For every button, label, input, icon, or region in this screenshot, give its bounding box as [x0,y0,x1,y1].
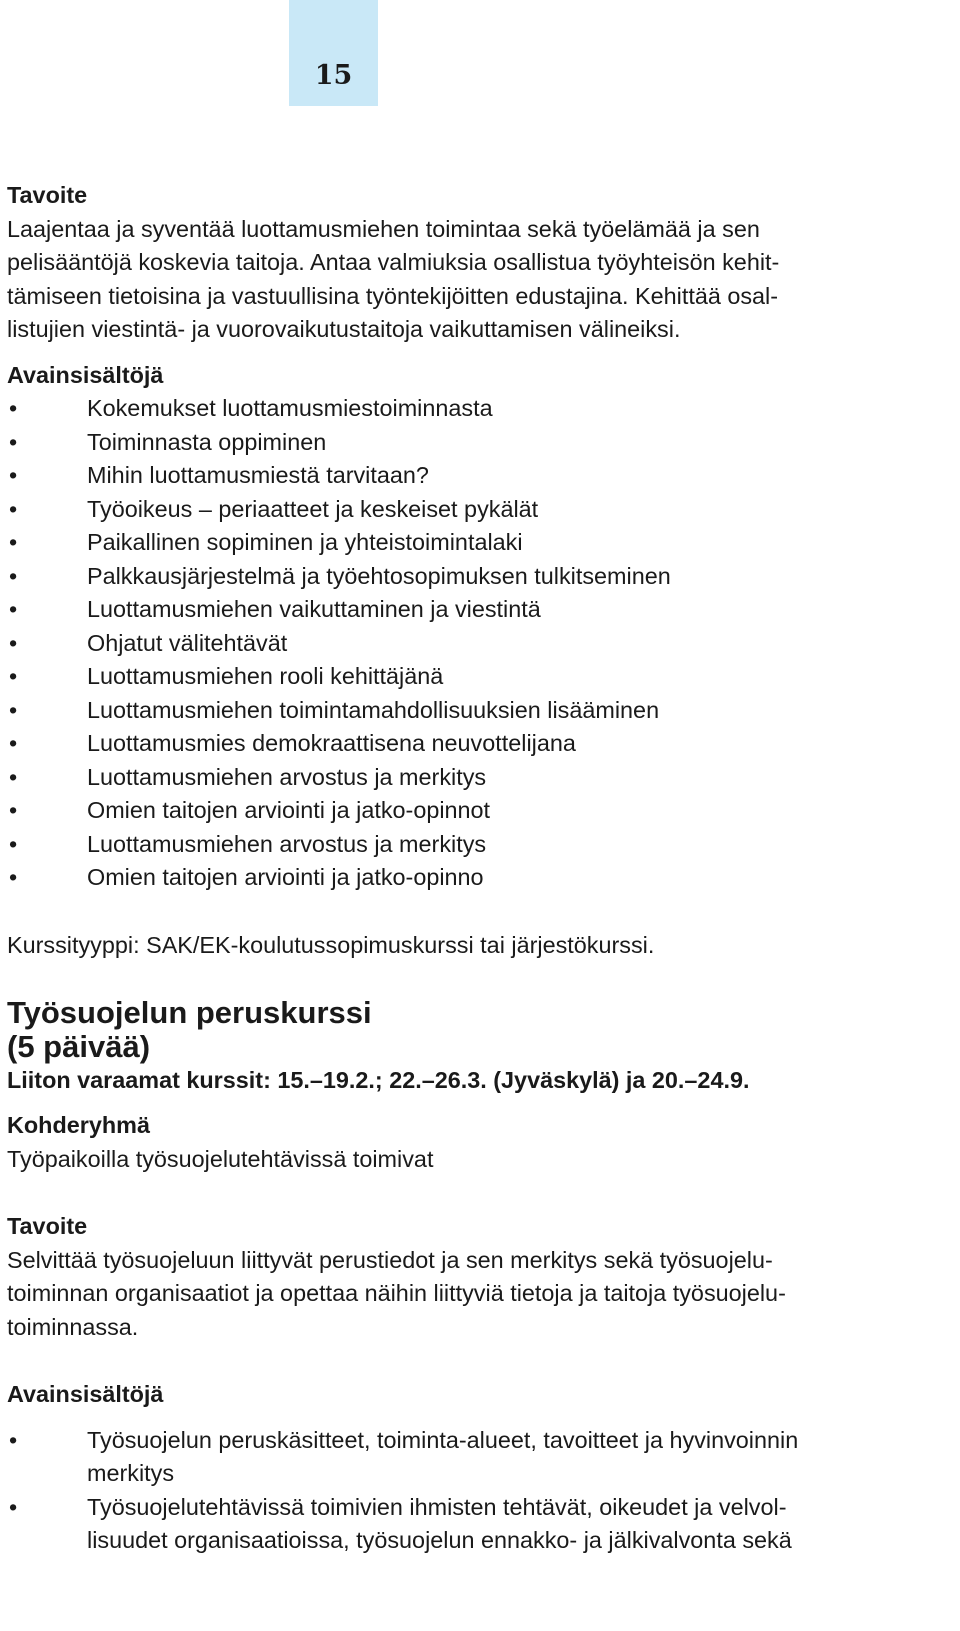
goal-line: listujien viestintä- ja vuorovaikutustaitoja vaikuttamisen välineiksi. [7,316,681,342]
document-body [7,179,957,1558]
list-item: • Kokemukset luottamusmiestoiminnasta [7,392,957,426]
list-item: • Luottamusmiehen toimintamahdollisuuksien lisääminen [7,694,957,728]
goal-paragraph-2 [7,1244,957,1345]
list-item [7,1491,957,1558]
goal-line: Laajentaa ja syventää luottamusmiehen toimintaa sekä työelämää ja sen [7,215,760,242]
goal-line: pelisääntöjä koskevia taitoja. Antaa valmiuksia osallistua työyhteisön kehit- [7,249,780,275]
target-group-text: Työpaikoilla työsuojelutehtävissä toimivat [7,1145,434,1172]
list-item: • Luottamusmiehen rooli kehittäjänä [7,660,957,694]
course-dates: Liiton varaamat kurssit: 15.–19.2.; 22.–26.3. (Jyväskylä) ja 20.–24.9. [7,1067,750,1093]
goal-line: Selvittää työsuojeluun liittyvät perustiedot ja sen merkitys sekä työsuojelu- [7,1246,773,1273]
course-duration: (5 päivää) [7,1029,151,1064]
list-item: • Luottamusmies demokraattisena neuvottelijana [7,727,957,761]
goal-line: toiminnassa. [7,1313,139,1340]
goal-line: tämiseen tietoisina ja vastuullisina työntekijöitten edustajina. Kehittää osal- [7,282,779,309]
goal-heading-2: Tavoite [7,1213,88,1239]
list-item: • Ohjatut välitehtävät [7,627,957,661]
key-content-list [7,392,957,895]
list-item: • Luottamusmiehen arvostus ja merkitys [7,761,957,795]
course-type: Kurssityyppi: SAK/EK-koulutussopimuskurssi tai järjestökurssi. [7,931,655,958]
goal-heading: Tavoite [7,182,88,208]
list-item-line: • Työsuojelun peruskäsitteet, toiminta-alueet, tavoitteet ja hyvinvoinnin [87,1426,799,1453]
list-item: • Omien taitojen arviointi ja jatko-opinnot [7,794,957,828]
list-item-line: lisuudet organisaatioissa, työsuojelun ennakko- ja jälkivalvonta sekä [87,1527,792,1553]
list-item: • Omien taitojen arviointi ja jatko-opinno [7,861,957,895]
key-content-heading: Avainsisältöjä [7,361,164,388]
list-item: • Palkkausjärjestelmä ja työehtosopimuksen tulkitseminen [7,560,957,594]
list-item-line: • Työsuojelutehtävissä toimivien ihmisten tehtävät, oikeudet ja velvol- [87,1493,787,1520]
goal-line: toiminnan organisaatiot ja opettaa näihin liittyviä tietoja ja taitoja työsuojelu- [7,1280,786,1306]
key-content-heading-2: Avainsisältöjä [7,1381,164,1407]
list-item: • Paikallinen sopiminen ja yhteistoimintalaki [7,526,957,560]
course-title: Työsuojelun peruskurssi [7,995,372,1030]
target-group-heading: Kohderyhmä [7,1112,150,1138]
list-item: • Mihin luottamusmiestä tarvitaan? [7,459,957,493]
list-item: • Luottamusmiehen arvostus ja merkitys [7,828,957,862]
page-number-badge [289,0,378,106]
page-number: 15 [314,59,353,91]
list-item [7,1424,957,1491]
list-item: • Työoikeus – periaatteet ja keskeiset pykälät [7,493,957,527]
list-item: • Toiminnasta oppiminen [7,426,957,460]
list-item-line: merkitys [87,1460,175,1486]
list-item: • Luottamusmiehen vaikuttaminen ja viestintä [7,593,957,627]
goal-paragraph [7,213,957,347]
key-content-list-2 [7,1424,957,1558]
